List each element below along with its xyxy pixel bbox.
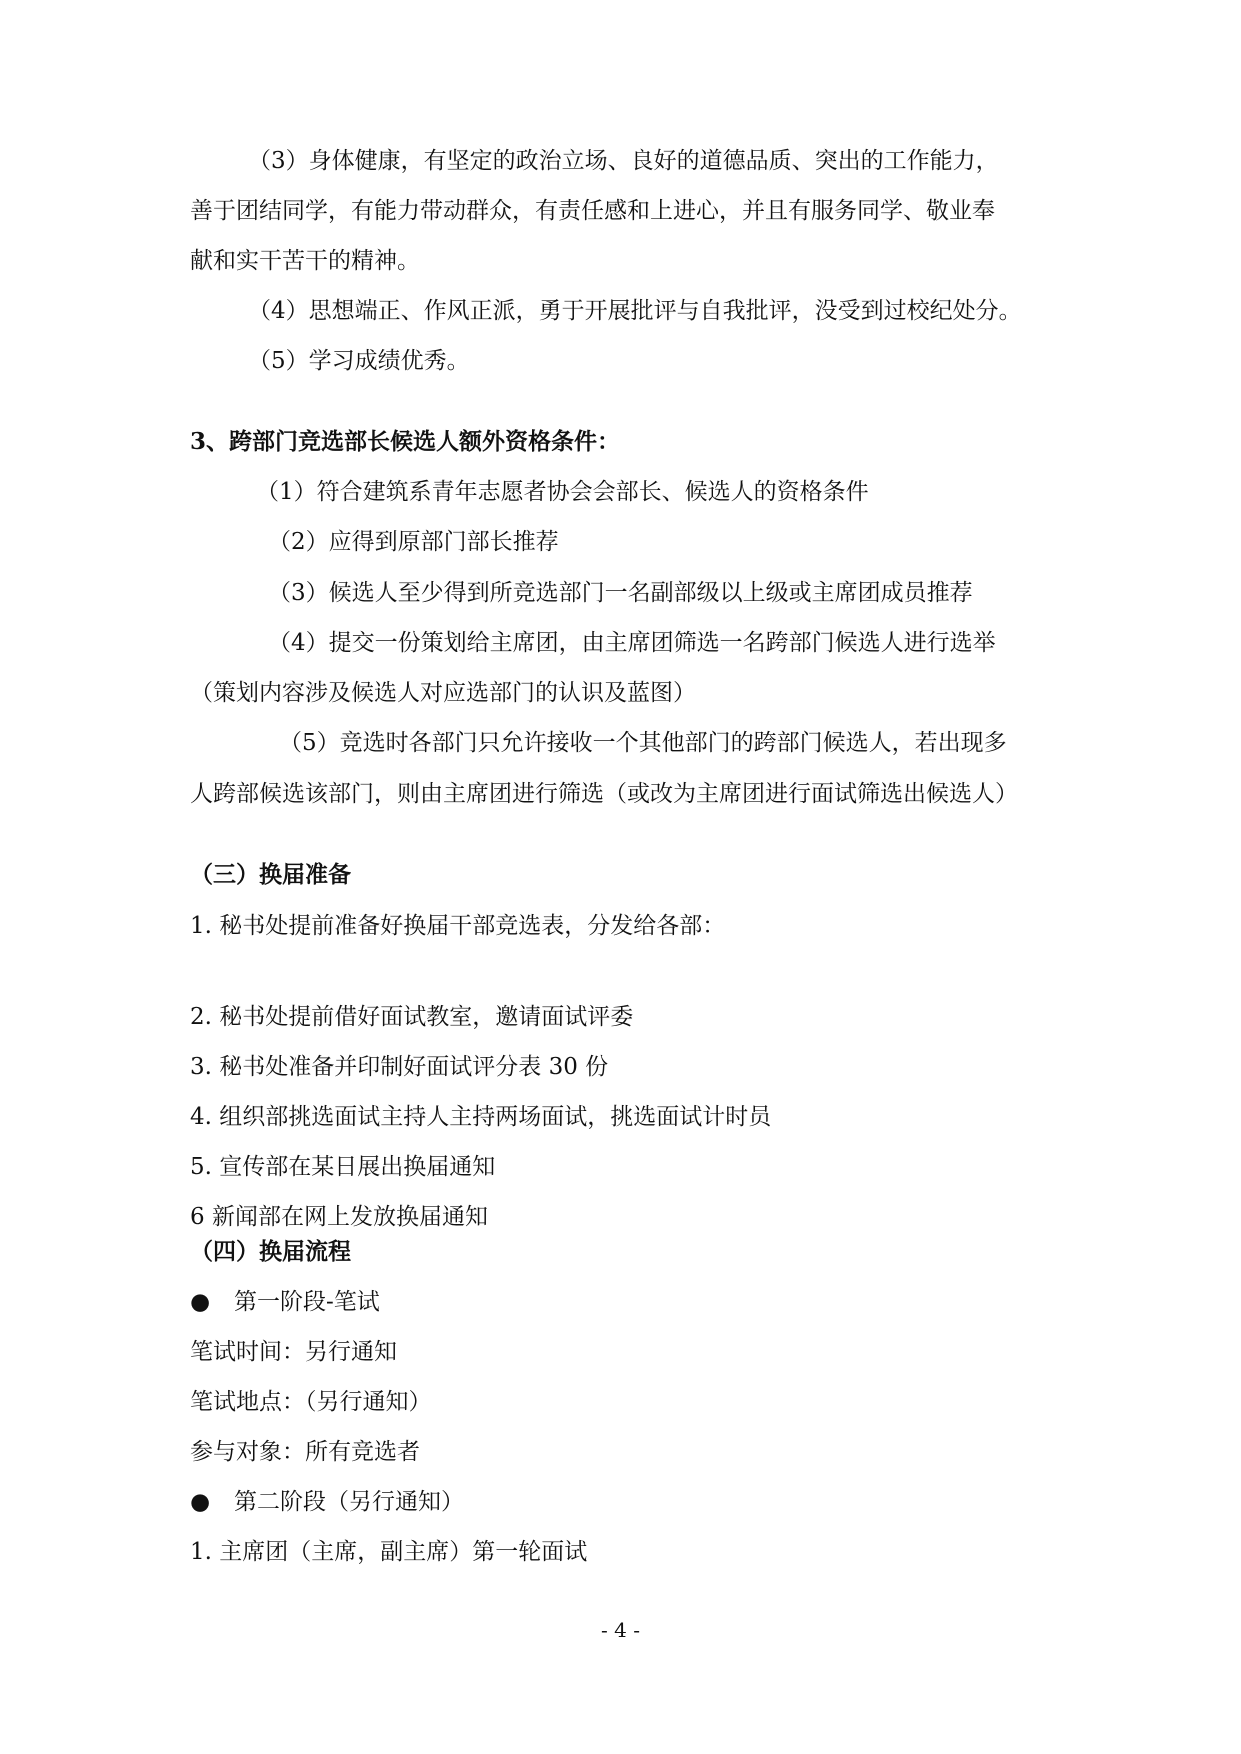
preparation-item-2: 2. 秘书处提前借好面试教室，邀请面试评委 [190, 1004, 634, 1030]
page-number: - 4 - [601, 1618, 640, 1642]
preparation-item-3: 3. 秘书处准备并印制好面试评分表 30 份 [190, 1054, 609, 1080]
section-3-item-5-line-1: （5）竞选时各部门只允许接收一个其他部门的跨部门候选人，若出现多 [279, 730, 1007, 756]
section-3-heading: 3、跨部门竞选部长候选人额外资格条件： [190, 428, 621, 455]
preparation-item-5: 5. 宣传部在某日展出换届通知 [190, 1154, 496, 1180]
section-3-item-4-line-1: （4）提交一份策划给主席团，由主席团筛选一名跨部门候选人进行选举 [268, 630, 996, 656]
process-stage-1 [190, 1287, 380, 1317]
process-stage-2-label: 第二阶段（另行通知） [234, 1489, 464, 1515]
bullet-icon: ● [190, 1489, 211, 1515]
paragraph-3-line-3: 献和实干苦干的精神。 [190, 248, 420, 274]
preparation-heading: （三）换届准备 [190, 861, 351, 888]
exam-time: 笔试时间：另行通知 [190, 1339, 397, 1365]
preparation-item-1: 1. 秘书处提前准备好换届干部竞选表，分发给各部： [190, 913, 726, 939]
bullet-icon: ● [190, 1289, 211, 1315]
preparation-item-6: 6 新闻部在网上发放换届通知 [190, 1204, 488, 1230]
section-3-item-2: （2）应得到原部门部长推荐 [268, 529, 559, 555]
preparation-item-4: 4. 组织部挑选面试主持人主持两场面试，挑选面试计时员 [190, 1104, 772, 1130]
section-3-item-1: （1）符合建筑系青年志愿者协会会部长、候选人的资格条件 [256, 479, 869, 505]
process-stage-2 [190, 1487, 464, 1517]
paragraph-3-line-1: （3）身体健康，有坚定的政治立场、良好的道德品质、突出的工作能力， [248, 148, 999, 174]
exam-participants: 参与对象：所有竞选者 [190, 1439, 420, 1465]
section-3-item-4-line-2: （策划内容涉及候选人对应选部门的认识及蓝图） [190, 680, 696, 706]
interview-round-1: 1. 主席团（主席，副主席）第一轮面试 [190, 1539, 588, 1565]
paragraph-3-line-2: 善于团结同学，有能力带动群众，有责任感和上进心，并且有服务同学、敬业奉 [190, 198, 995, 224]
paragraph-4: （4）思想端正、作风正派，勇于开展批评与自我批评，没受到过校纪处分。 [248, 298, 1022, 324]
section-3-item-3: （3）候选人至少得到所竞选部门一名副部级以上级或主席团成员推荐 [268, 580, 973, 606]
section-3-item-5-line-2: 人跨部候选该部门，则由主席团进行筛选（或改为主席团进行面试筛选出候选人） [190, 781, 1018, 807]
process-stage-1-label: 第一阶段-笔试 [234, 1289, 380, 1315]
exam-location: 笔试地点：（另行通知） [190, 1389, 432, 1415]
paragraph-5: （5）学习成绩优秀。 [248, 348, 470, 374]
process-heading: （四）换届流程 [190, 1238, 351, 1265]
